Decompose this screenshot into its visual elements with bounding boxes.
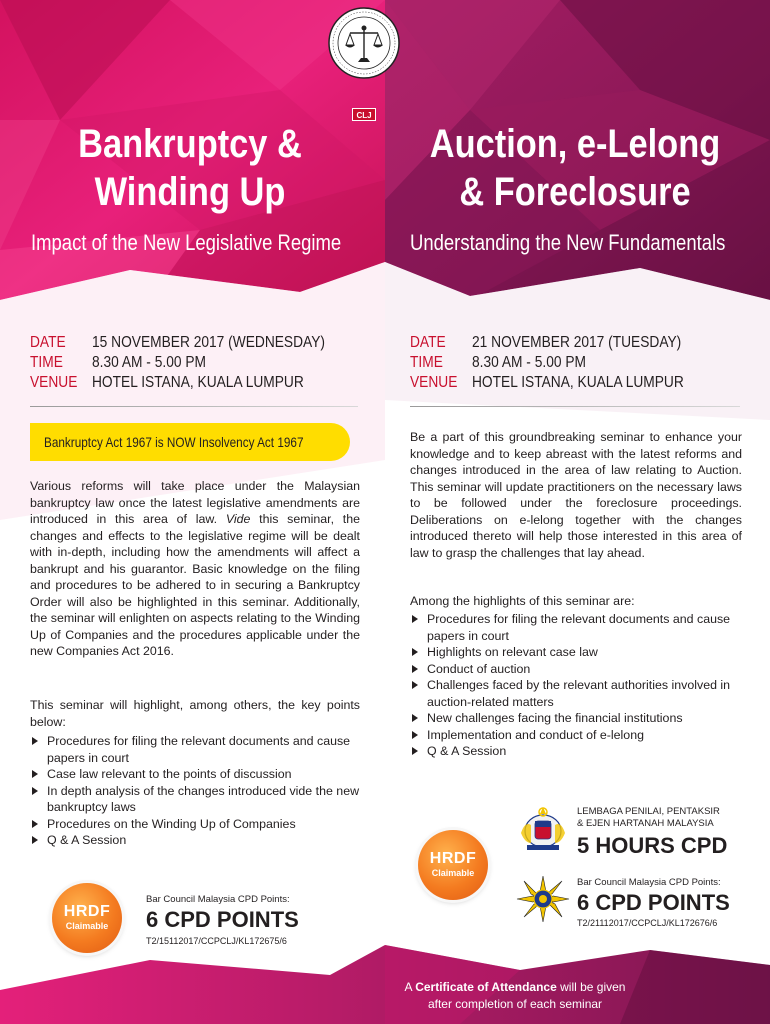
list-item [410, 611, 742, 644]
list-item [410, 661, 742, 678]
triangle-bullet-icon [412, 747, 418, 755]
triangle-bullet-icon [412, 731, 418, 739]
left-divider [30, 406, 358, 407]
venue-value: HOTEL ISTANA, KUALA LUMPUR [92, 374, 304, 391]
list-item-text: Case law relevant to the points of discussion [47, 767, 292, 781]
valuers-cpd-hours: 5 HOURS CPD [577, 833, 728, 858]
triangle-bullet-icon [32, 787, 38, 795]
left-highlight-intro: This seminar will highlight, among others, the key points below: [30, 698, 360, 729]
certificate-note-pre: A [404, 980, 416, 994]
time-label: TIME [410, 354, 443, 371]
list-item-text: Q & A Session [427, 744, 507, 758]
list-item [410, 644, 742, 661]
list-item-text: Highlights on relevant case law [427, 645, 598, 659]
list-item-text: Procedures for filing the relevant documents and cause papers in court [47, 734, 351, 765]
right-date-row [410, 333, 718, 353]
right-title-line2: & Foreclosure [459, 170, 691, 214]
list-item-text: New challenges facing the financial institutions [427, 711, 683, 725]
left-cpd-points: 6 CPD POINTS [146, 907, 299, 932]
time-value: 8.30 AM - 5.00 PM [472, 354, 586, 371]
list-item-text: Procedures on the Winding Up of Companies [47, 816, 296, 831]
certificate-note [380, 979, 650, 1013]
list-item [30, 783, 362, 816]
certificate-note-post: will be given [556, 980, 626, 994]
list-item [410, 710, 742, 727]
list-item [30, 816, 362, 833]
left-venue-row [30, 373, 363, 393]
right-intro: Be a part of this groundbreaking seminar to enhance your knowledge and to keep abreast with the latest reforms and changes introduced in the area of law relating to Auction. This seminar will update practitioners on the necessary laws to be followed under the foreclosure proceedings. Deliberations on e-lelong together with the changes introduced thereto will help those interested in this area of law to grasp the challenges that lay ahead. [410, 430, 742, 560]
triangle-bullet-icon [32, 820, 38, 828]
certificate-note-line1 [380, 979, 650, 996]
triangle-bullet-icon [32, 836, 38, 844]
list-item [30, 832, 362, 849]
right-cpd-label: Bar Council Malaysia CPD Points: [577, 877, 721, 888]
right-bullet-list [410, 611, 742, 760]
right-time-row [410, 353, 718, 373]
triangle-bullet-icon [412, 615, 418, 623]
left-intro-part1: Various reforms will take place under the Malaysian bankruptcy law once the latest legislative amendments are introduced in this area of law. [30, 479, 360, 526]
insolvency-banner-text: Bankruptcy Act 1967 is NOW Insolvency Act 1967 [44, 434, 304, 450]
left-bullet-list [30, 733, 362, 849]
right-highlight-intro: Among the highlights of this seminar are: [410, 594, 635, 608]
certificate-note-bold: Certificate of Attendance [415, 980, 557, 994]
left-intro-vide: Vide [225, 512, 251, 526]
left-cpd-label: Bar Council Malaysia CPD Points: [146, 894, 290, 905]
list-item [30, 733, 362, 766]
triangle-bullet-icon [32, 737, 38, 745]
triangle-bullet-icon [412, 648, 418, 656]
right-divider [410, 406, 740, 407]
list-item-text: Q & A Session [47, 833, 127, 847]
left-date-row [30, 333, 363, 353]
hrdf-badge-title: HRDF [63, 903, 111, 920]
left-title-line1: Bankruptcy & [78, 122, 302, 166]
triangle-bullet-icon [32, 770, 38, 778]
left-time-row [30, 353, 363, 373]
hrdf-claimable-badge [418, 830, 488, 900]
bar-council-crest-icon [515, 874, 571, 924]
venue-value: HOTEL ISTANA, KUALA LUMPUR [472, 374, 684, 391]
right-cpd-ref: T2/21112017/CCPCLJ/KL172676/6 [577, 918, 718, 928]
list-item-text: Procedures for filing the relevant documents and cause papers in court [427, 612, 731, 643]
hrdf-badge-subtitle: Claimable [431, 868, 475, 878]
left-title [44, 120, 336, 216]
list-item-text: In depth analysis of the changes introduced vide the new bankruptcy laws [47, 783, 360, 814]
certificate-note-line2: after completion of each seminar [427, 997, 603, 1011]
list-item [30, 766, 362, 783]
right-cpd-points: 6 CPD POINTS [577, 890, 730, 915]
time-value: 8.30 AM - 5.00 PM [92, 354, 206, 371]
left-schedule [30, 333, 363, 393]
hrdf-claimable-badge [52, 883, 122, 953]
list-item-text: Conduct of auction [427, 661, 531, 676]
left-title-line2: Winding Up [94, 170, 286, 214]
left-cpd-ref: T2/15112017/CCPCLJ/KL172675/6 [146, 936, 287, 946]
list-item-text: Challenges faced by the relevant authorities involved in auction-related matters [427, 678, 731, 709]
hrdf-badge-subtitle: Claimable [65, 921, 109, 931]
venue-label: VENUE [410, 374, 458, 391]
left-subtitle: Impact of the New Legislative Regime [31, 230, 342, 255]
triangle-bullet-icon [412, 714, 418, 722]
hrdf-badge-title: HRDF [429, 850, 477, 867]
right-venue-row [410, 373, 718, 393]
time-label: TIME [30, 354, 63, 371]
list-item [410, 743, 742, 760]
right-title-line1: Auction, e-Lelong [429, 122, 721, 166]
valuers-board-line1: LEMBAGA PENILAI, PENTAKSIR [577, 806, 720, 817]
malaysian-coat-of-arms-icon [515, 803, 571, 853]
list-item [410, 677, 742, 710]
clj-tag: CLJ [352, 108, 376, 121]
left-intro [30, 478, 360, 660]
left-intro-part2: this seminar, the changes and effects to the legislative regime will be dealt with in-depth, including how the amendments will affect a bankrupt and his guarantor. Basic knowledge on the filing and procedures to be adhered to in securing a Bankruptcy Order will also be highlighted in this seminar. Additionally, the seminar will enlighten on aspects relating to the Winding Up of Companies and the procedures applicable under the new Companies Act 2016. [30, 512, 360, 658]
date-label: DATE [30, 334, 66, 351]
right-title [425, 120, 726, 216]
venue-label: VENUE [30, 374, 78, 391]
scales-of-justice-seal-icon [327, 6, 401, 80]
right-schedule [410, 333, 718, 393]
triangle-bullet-icon [412, 681, 418, 689]
triangle-bullet-icon [412, 665, 418, 673]
date-value: 15 NOVEMBER 2017 (WEDNESDAY) [92, 334, 325, 351]
list-item [410, 727, 742, 744]
valuers-board-name [577, 806, 720, 830]
date-label: DATE [410, 334, 446, 351]
right-subtitle: Understanding the New Fundamentals [410, 230, 726, 255]
valuers-board-line2: & EJEN HARTANAH MALAYSIA [577, 818, 714, 829]
list-item-text: Implementation and conduct of e-lelong [427, 727, 644, 742]
date-value: 21 NOVEMBER 2017 (TUESDAY) [472, 334, 682, 351]
